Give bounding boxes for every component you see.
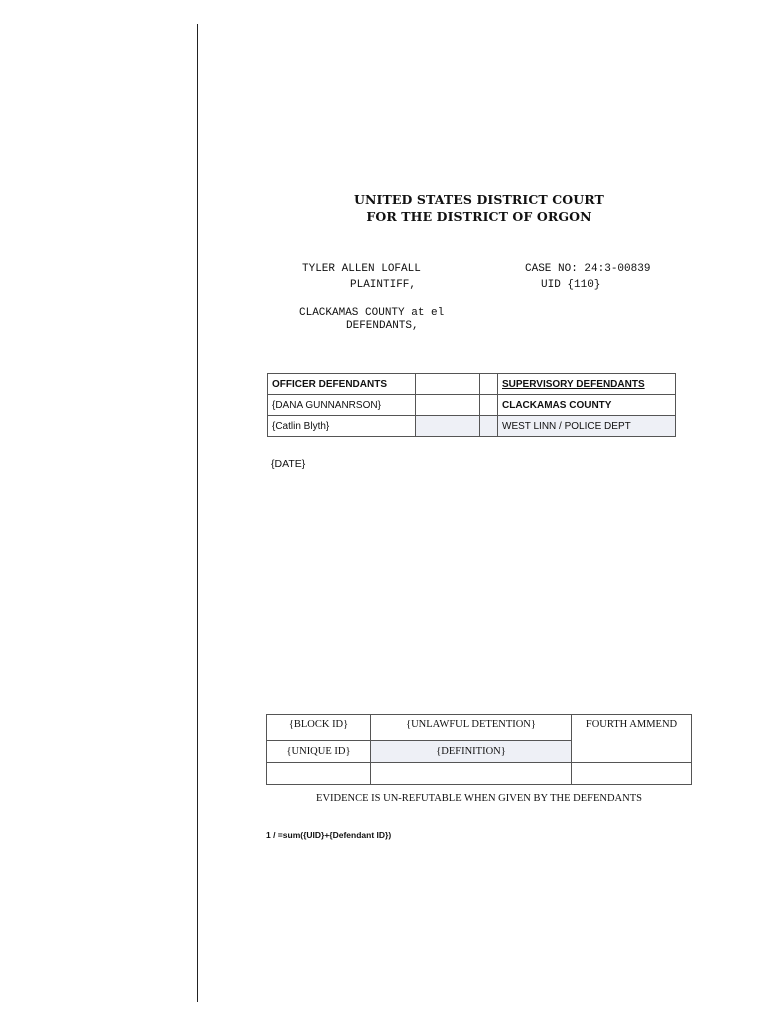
table-row — [268, 395, 676, 416]
table-row — [268, 374, 676, 395]
definition-cell: {DEFINITION} — [371, 741, 572, 763]
unlawful-detention-cell: {UNLAWFUL DETENTION} — [371, 715, 572, 741]
evidence-statement: EVIDENCE IS UN-REFUTABLE WHEN GIVEN BY THE DEFENDANTS — [316, 793, 642, 804]
empty-cell — [416, 395, 480, 416]
plaintiff-label: PLAINTIFF, — [350, 279, 417, 291]
defendant-name: CLACKAMAS COUNTY at el — [299, 307, 445, 319]
block-id-cell: {BLOCK ID} — [267, 715, 371, 741]
table-row — [267, 715, 692, 741]
table-row — [267, 763, 692, 785]
empty-cell — [416, 374, 480, 395]
supervisor-name: CLACKAMAS COUNTY — [498, 395, 676, 416]
plaintiff-name: TYLER ALLEN LOFALL — [302, 263, 421, 275]
table-row — [268, 416, 676, 437]
empty-cell — [267, 763, 371, 785]
court-title-line1: UNITED STATES DISTRICT COURT — [354, 192, 604, 207]
unique-id-cell: {UNIQUE ID} — [267, 741, 371, 763]
empty-cell — [480, 395, 498, 416]
defendants-table — [267, 373, 676, 437]
case-number: CASE NO: 24:3-00839 — [525, 263, 651, 275]
uid-value: UID {110} — [541, 279, 601, 291]
supervisory-defendants-header: SUPERVISORY DEFENDANTS — [498, 374, 676, 395]
empty-cell — [371, 763, 572, 785]
fourth-amend-cell: FOURTH AMMEND — [572, 715, 692, 763]
empty-cell — [416, 416, 480, 437]
date-placeholder: {DATE} — [271, 458, 306, 470]
defendant-label: DEFENDANTS, — [346, 320, 419, 332]
court-title-line2: FOR THE DISTRICT OF ORGON — [366, 209, 592, 224]
footer-formula: 1 / =sum({UID}+{Defendant ID}) — [266, 830, 392, 840]
officer-name: {Catlin Blyth} — [268, 416, 416, 437]
evidence-block-table — [266, 714, 692, 785]
empty-cell — [572, 763, 692, 785]
officer-name: {DANA GUNNANRSON} — [268, 395, 416, 416]
empty-cell — [480, 416, 498, 437]
left-margin-rule — [197, 24, 198, 1002]
empty-cell — [480, 374, 498, 395]
officer-defendants-header: OFFICER DEFENDANTS — [268, 374, 416, 395]
supervisor-name: WEST LINN / POLICE DEPT — [498, 416, 676, 437]
